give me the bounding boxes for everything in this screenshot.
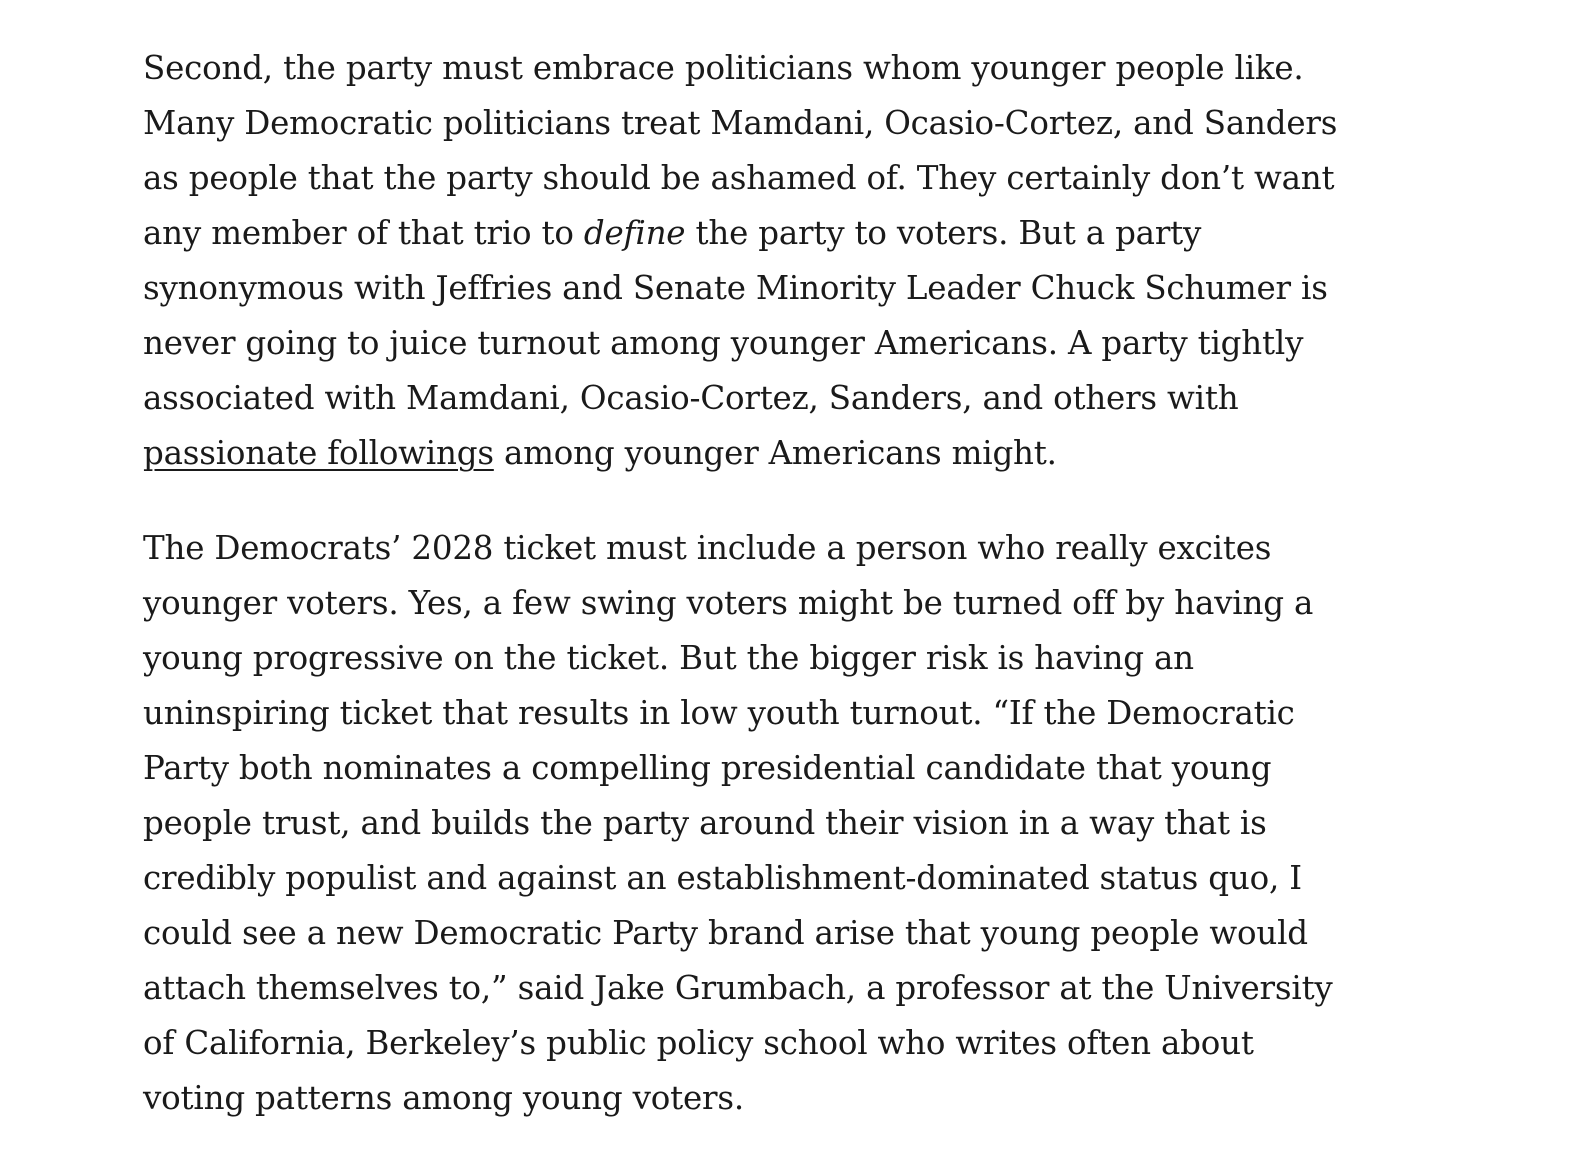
text-line: uninspiring ticket that results in low youth turnout. “If the Democratic (143, 694, 1295, 732)
text-line: voting patterns among young voters. (143, 1079, 744, 1117)
text-line: Many Democratic politicians treat Mamdani, Ocasio-Cortez, and Sanders (143, 104, 1338, 142)
text-line: associated with Mamdani, Ocasio-Cortez, Sanders, and others with (143, 379, 1239, 417)
text-line (143, 206, 1383, 261)
text-line: Second, the party must embrace politicians whom younger people like. (143, 49, 1304, 87)
text-line (143, 426, 1383, 481)
text-line: Party both nominates a compelling presidential candidate that young (143, 749, 1272, 787)
text-line: synonymous with Jeffries and Senate Minority Leader Chuck Schumer is (143, 269, 1328, 307)
text-line: attach themselves to,” said Jake Grumbach, a professor at the University (143, 969, 1333, 1007)
text-segment: any member of that trio to (143, 214, 584, 252)
text-line: people trust, and builds the party around their vision in a way that is (143, 804, 1267, 842)
paragraph-younger-politicians (143, 41, 1383, 481)
text-line: as people that the party should be ashamed of. They certainly don’t want (143, 159, 1335, 197)
emphasized-word: define (583, 214, 686, 252)
paragraph-2028-ticket (143, 521, 1383, 1126)
text-line: credibly populist and against an establishment-dominated status quo, I (143, 859, 1302, 897)
text-line: of California, Berkeley’s public policy school who writes often about (143, 1024, 1254, 1062)
text-line: could see a new Democratic Party brand arise that young people would (143, 914, 1308, 952)
text-segment: among younger Americans might. (493, 434, 1057, 472)
text-line: never going to juice turnout among younger Americans. A party tightly (143, 324, 1304, 362)
text-line: young progressive on the ticket. But the bigger risk is having an (143, 639, 1194, 677)
text-line: younger voters. Yes, a few swing voters might be turned off by having a (143, 584, 1314, 622)
text-segment: the party to voters. But a party (685, 214, 1202, 252)
passionate-followings-link[interactable]: passionate followings (143, 434, 494, 472)
article-body (143, 41, 1383, 1166)
text-line: The Democrats’ 2028 ticket must include a person who really excites (143, 529, 1272, 567)
